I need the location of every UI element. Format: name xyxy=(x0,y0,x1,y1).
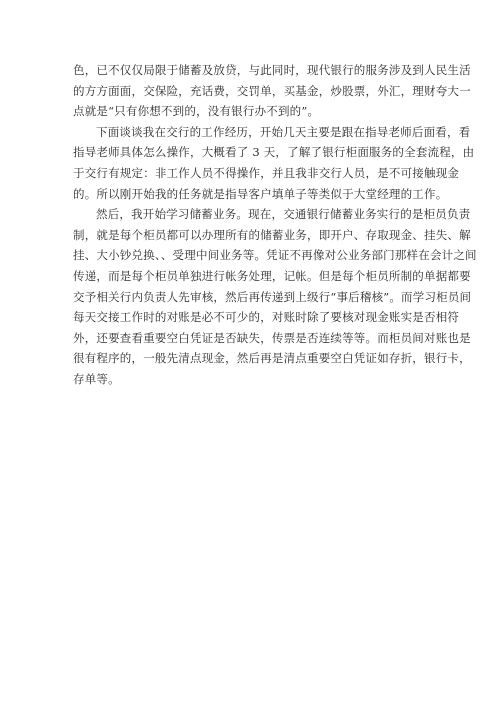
paragraph-2 xyxy=(73,122,475,204)
text-line: 交予相关行内负责人先审核，然后再传递到上级行“事后稽核”。而学习柜员间 xyxy=(73,289,472,304)
text-line: 色，已不仅仅局限于储蓄及放贷，与此同时，现代银行的服务涉及到人民生活 xyxy=(73,63,471,77)
text-line: 传递，而是每个柜员单独进行帐务处理，记帐。但是每个柜员所制的单据都要 xyxy=(73,268,471,283)
text-line: 挂、大小钞兑换、、受理中间业务等。凭证不再像对公业务部门那样在会计之间 xyxy=(73,248,477,263)
text-line: 的。所以刚开始我的任务就是指导客户填单子等类似于大堂经理的工作。 xyxy=(73,186,448,201)
text-line: 存单等。 xyxy=(73,371,120,386)
text-line: 很有程序的，一般先清点现金，然后再是清点重要空白凭证如存折，银行卡， xyxy=(73,351,471,366)
text-line: 指导老师具体怎么操作，大概看了 3 天，了解了银行柜面服务的全套流程，由 xyxy=(73,145,475,160)
text-line: 于交行有规定：非工作人员不得操作，并且我非交行人员，是不可接触现金 xyxy=(73,165,460,180)
paragraph-3 xyxy=(73,204,477,389)
text-line: 外，还要查看重要空白凭证是否缺失，传票是否连续等等。而柜员间对账也是 xyxy=(73,330,471,345)
text-line: 每天交接工作时的对账是必不可少的，对账时除了要核对现金账实是否相符 xyxy=(73,310,460,325)
paragraph-1 xyxy=(73,60,471,122)
body-text xyxy=(73,60,477,390)
text-line: 点就是“只有你想不到的，没有银行办不到的”。 xyxy=(73,104,320,119)
text-line: 的方方面面，交保险，充话费，交罚单，买基金，炒股票，外汇，理财夸大一 xyxy=(73,83,471,98)
text-line: 然后，我开始学习储蓄业务。现在，交通银行储蓄业务实行的是柜员负责 xyxy=(96,207,471,222)
text-line: 下面谈谈我在交行的工作经历，开始几天主要是跟在指导老师后面看，看 xyxy=(96,124,471,139)
text-line: 制，就是每个柜员都可以办理所有的储蓄业务，即开户、存取现金、挂失、解 xyxy=(73,227,471,242)
